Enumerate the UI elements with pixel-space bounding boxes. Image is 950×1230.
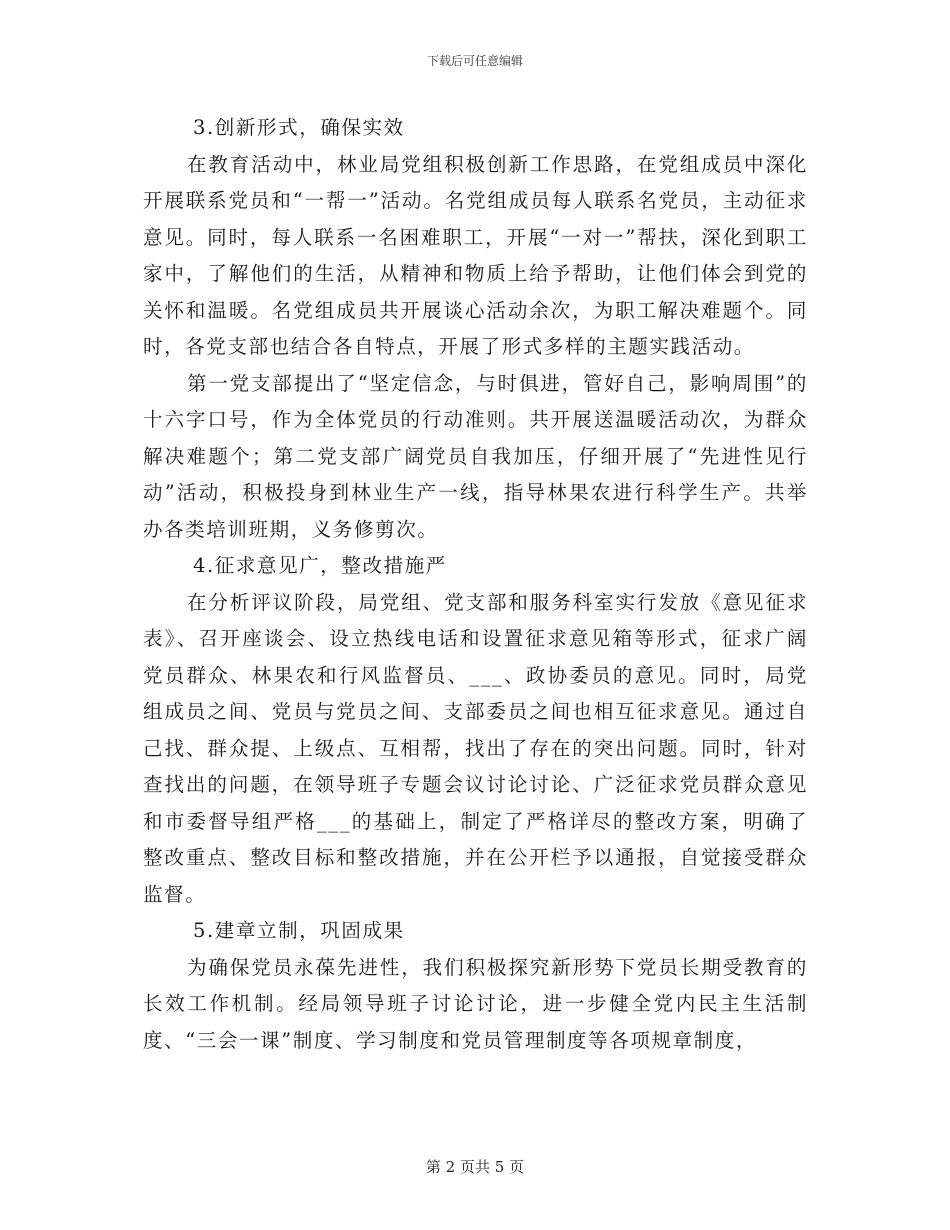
section-heading-5: 5.建章立制，巩固成果 (193, 919, 405, 942)
paragraph: 为确保党员永葆先进性，我们积极探究新形势下党员长期受教育的长效工作机制。经局领导班子讨论讨论，进一步健全党内民主生活制度、“三会一课”制度、学习制度和党员管理制度等各项规章制度， (143, 955, 808, 1052)
document-body (143, 110, 808, 1059)
paragraph: 在教育活动中，林业局党组积极创新工作思路，在党组成员中深化开展联系党员和“一帮一”活动。名党组成员每人联系名党员，主动征求意见。同时，每人联系一名困难职工，开展“一对一”帮扶，深化到职工家中，了解他们的生活，从精神和物质上给予帮助，让他们体会到党的关怀和温暖。名党组成员共开展谈心活动余次，为职工解决难题个。同时，各党支部也结合各自特点，开展了形式多样的主题实践活动。 (143, 152, 808, 358)
page-header: 下载后可任意编辑 (426, 54, 523, 68)
section-heading-3: 3.创新形式，确保实效 (193, 116, 405, 139)
paragraph: 在分析评议阶段，局党组、党支部和服务科室实行发放《意见征求表》、召开座谈会、设立热线电话和设置征求意见箱等形式，征求广阔党员群众、林果农和行风监督员、___、政协委员的意见。同时，局党组成员之间、党员与党员之间、支部委员之间也相互征求意见。通过自己找、群众提、上级点、互相帮，找出了存在的突出问题。同时，针对查找出的问题，在领导班子专题会议讨论讨论、广泛征求党员群众意见和市委督导组严格___的基础上，制定了严格详尽的整改方案，明确了整改重点、整改目标和整改措施，并在公开栏予以通报，自觉接受群众监督。 (143, 590, 808, 906)
paragraph: 第一党支部提出了“坚定信念，与时俱进，管好自己，影响周围”的十六字口号，作为全体党员的行动准则。共开展送温暖活动次，为群众解决难题个；第二党支部广阔党员自我加压，仔细开展了“先进性见行动”活动，积极投身到林业生产一线，指导林果农进行科学生产。共举办各类培训班期，义务修剪次。 (143, 371, 808, 541)
page-number: 第 2 页共 5 页 (425, 1158, 525, 1176)
section-heading-4: 4.征求意见广，整改措施严 (193, 554, 447, 577)
